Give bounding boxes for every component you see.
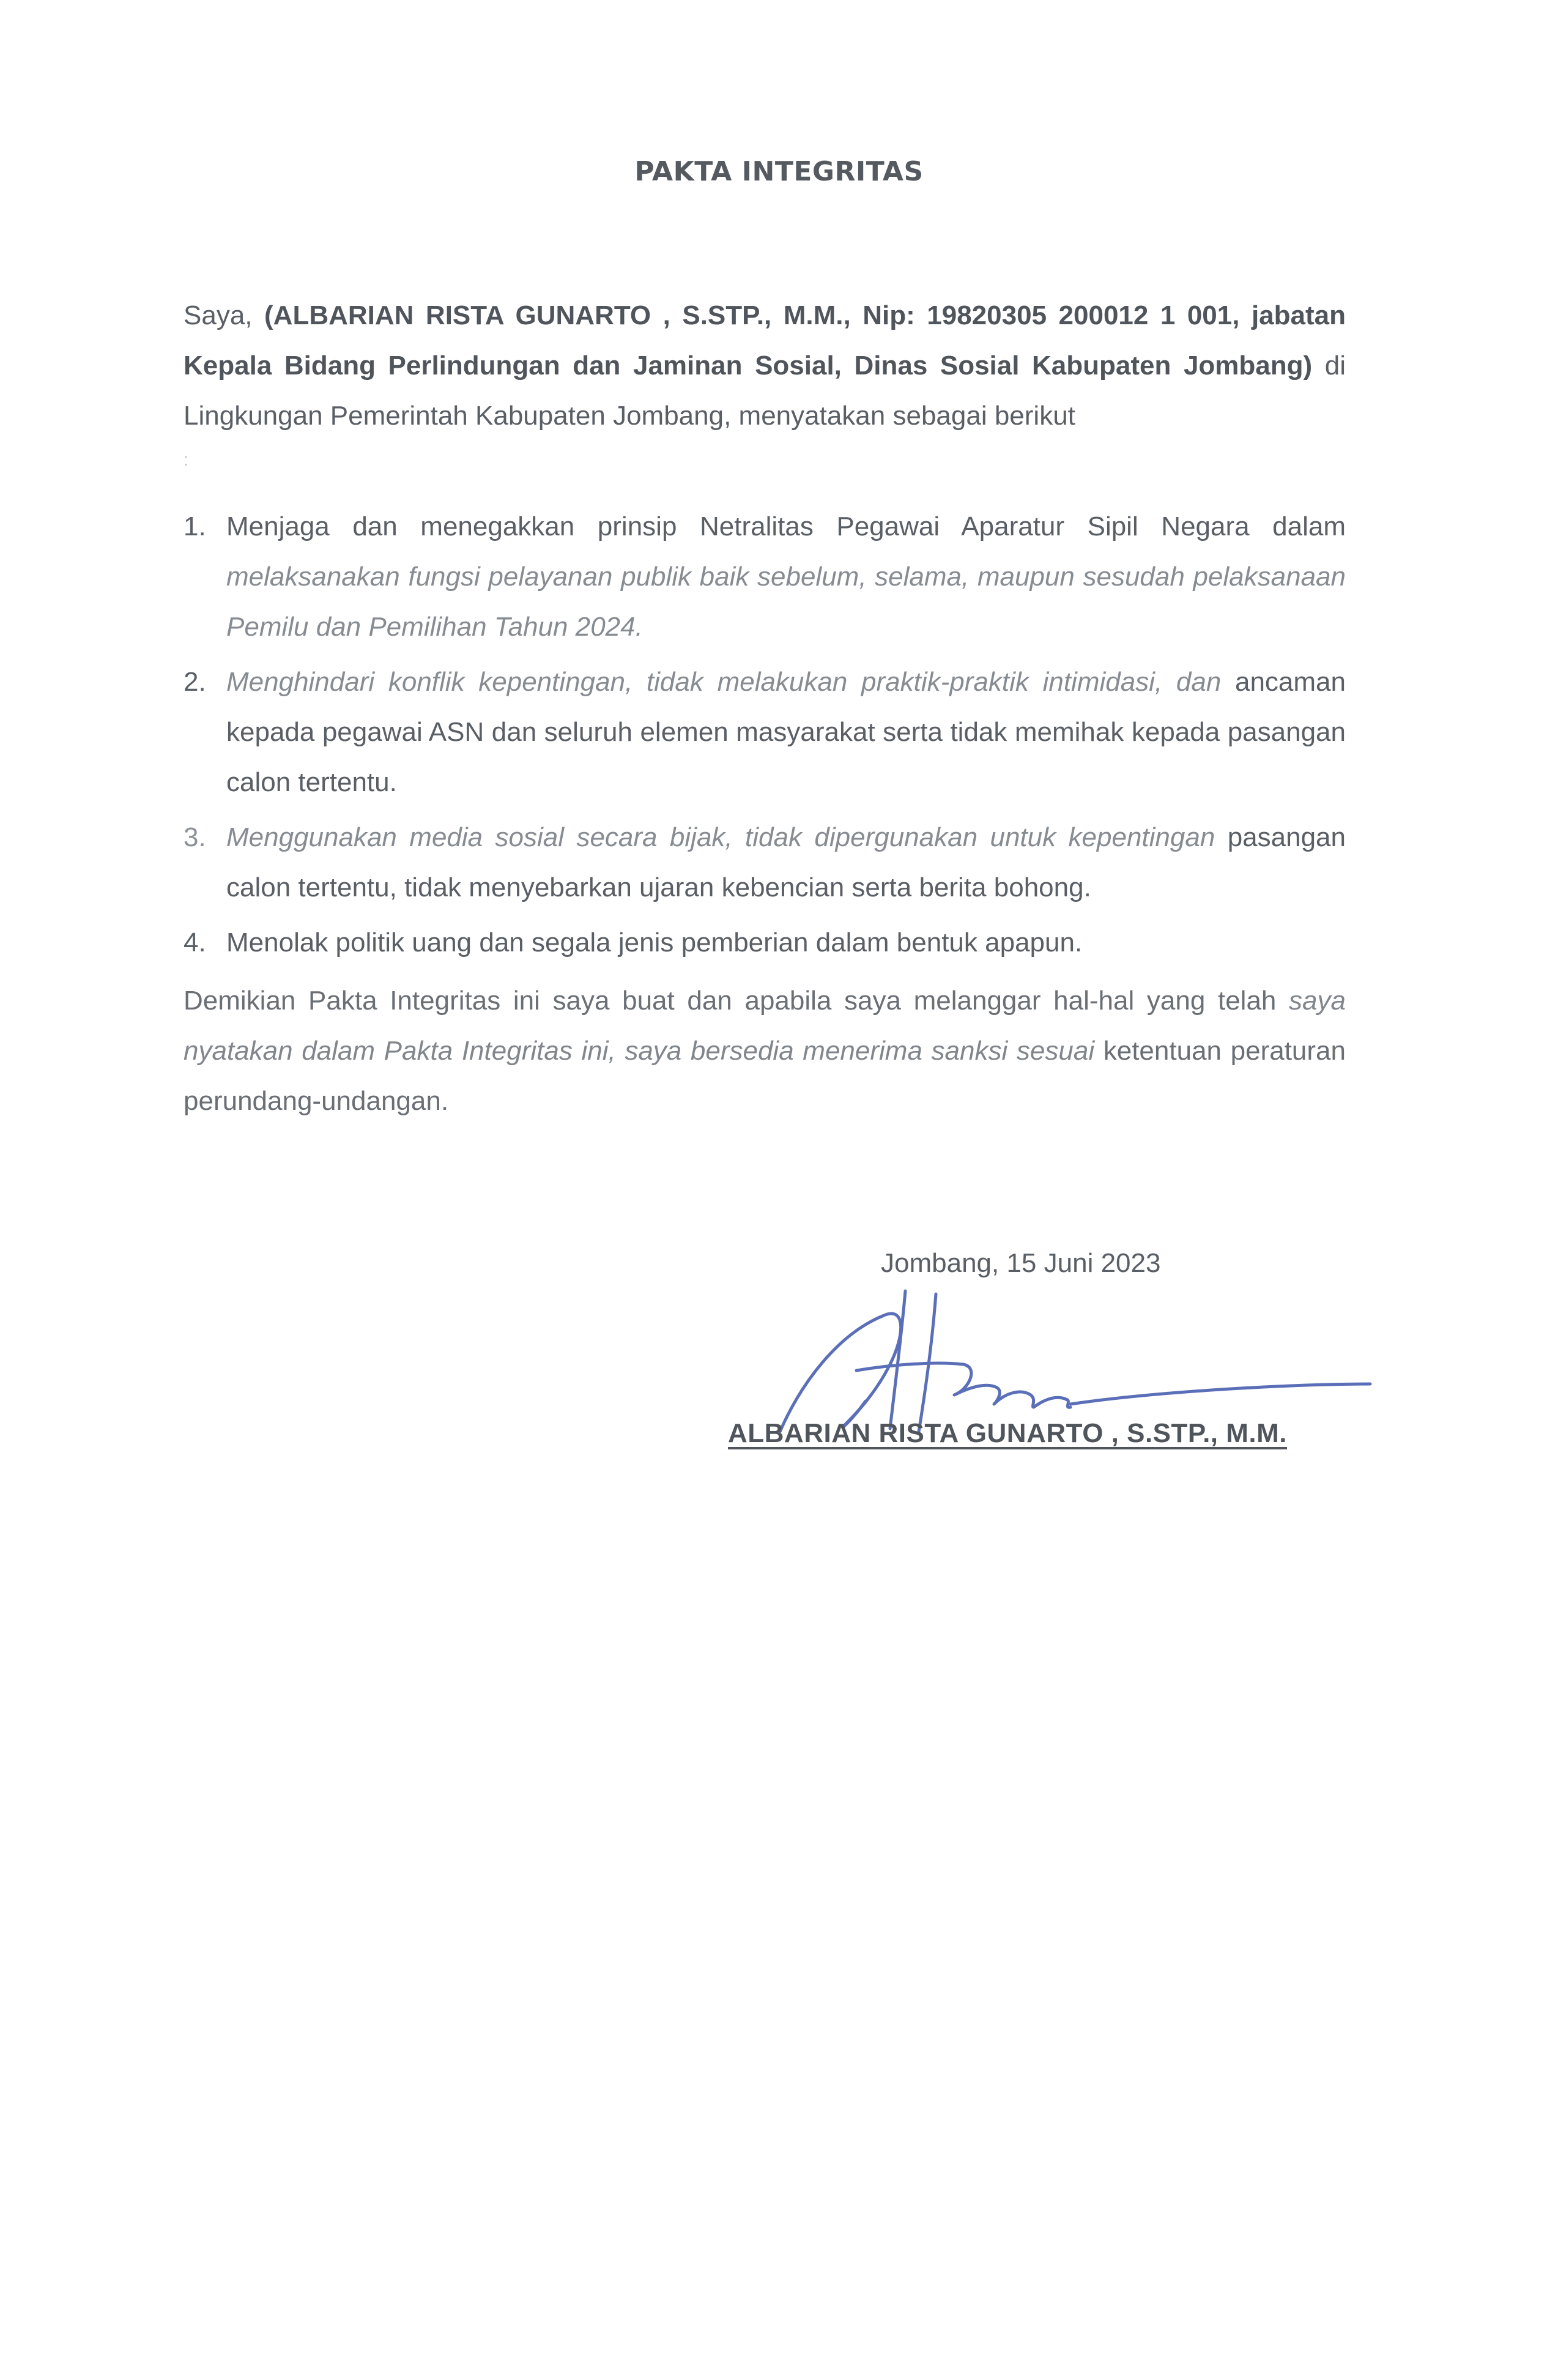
statement-item-3 [184,813,1346,913]
intro-colon: : [184,450,189,470]
statement-text: Menghindari konflik kepentingan, tidak melakukan praktik-praktik intimidasi, dan [226,667,1235,697]
closing-text-c: ketentuan peraturan perundang-undangan. [184,1036,1346,1116]
closing-text-a: Demikian Pakta Integritas ini saya buat dan apabila saya melanggar hal-hal yang telah [184,986,1289,1016]
signer-name: ALBARIAN RISTA GUNARTO , S.STP., M.M. [728,1418,1288,1448]
statement-list [184,502,1346,973]
statement-number: 2. [184,667,206,697]
signer-identity: (ALBARIAN RISTA GUNARTO , S.STP., M.M., Nip: 19820305 200012 1 001, jabatan Kepala Bidang Perlindungan dan Jaminan Sosial, Dinas Sosial Kabupaten Jombang) [184,300,1346,381]
intro-prefix: Saya, [184,300,265,330]
statement-item-1 [184,502,1346,652]
statement-text: Menggunakan media sosial secara bijak, tidak dipergunakan untuk kepentingan [226,822,1228,852]
statement-number: 3. [184,822,206,852]
intro-suffix: di Lingkungan Pemerintah Kabupaten Jombang, menyatakan sebagai berikut [184,351,1346,431]
document-title: PAKTA INTEGRITAS [634,156,924,187]
statement-item-2 [184,657,1346,808]
statement-text: Menjaga dan menegakkan prinsip Netralitas Pegawai Aparatur Sipil Negara dalam [226,511,1346,541]
closing-text-b: saya nyatakan dalam Pakta Integritas ini, saya bersedia menerima sanksi sesuai [184,986,1346,1066]
statement-text-cont: ancaman kepada pegawai ASN dan seluruh elemen masyarakat serta tidak memihak kepada pasangan calon tertentu. [226,667,1346,797]
signature-stroke [1070,1384,1370,1404]
place-date: Jombang, 15 Juni 2023 [881,1248,1161,1278]
statement-text: Menolak politik uang dan segala jenis pemberian dalam bentuk apapun. [226,928,1083,958]
statement-number: 1. [184,511,206,541]
statement-text-cont: melaksanakan fungsi pelayanan publik baik sebelum, selama, maupun sesudah pelaksanaan Pemilu dan Pemilihan Tahun 2024. [226,562,1346,642]
signature-strokes [780,1291,1370,1432]
closing-paragraph [184,976,1346,1126]
statement-text-cont: pasangan calon tertentu, tidak menyebarkan ujaran kebencian serta berita bohong. [226,822,1346,902]
statement-number: 4. [184,928,206,958]
statement-item-4 [184,918,1346,968]
intro-paragraph [184,291,1346,441]
signature-stroke [780,1314,901,1432]
